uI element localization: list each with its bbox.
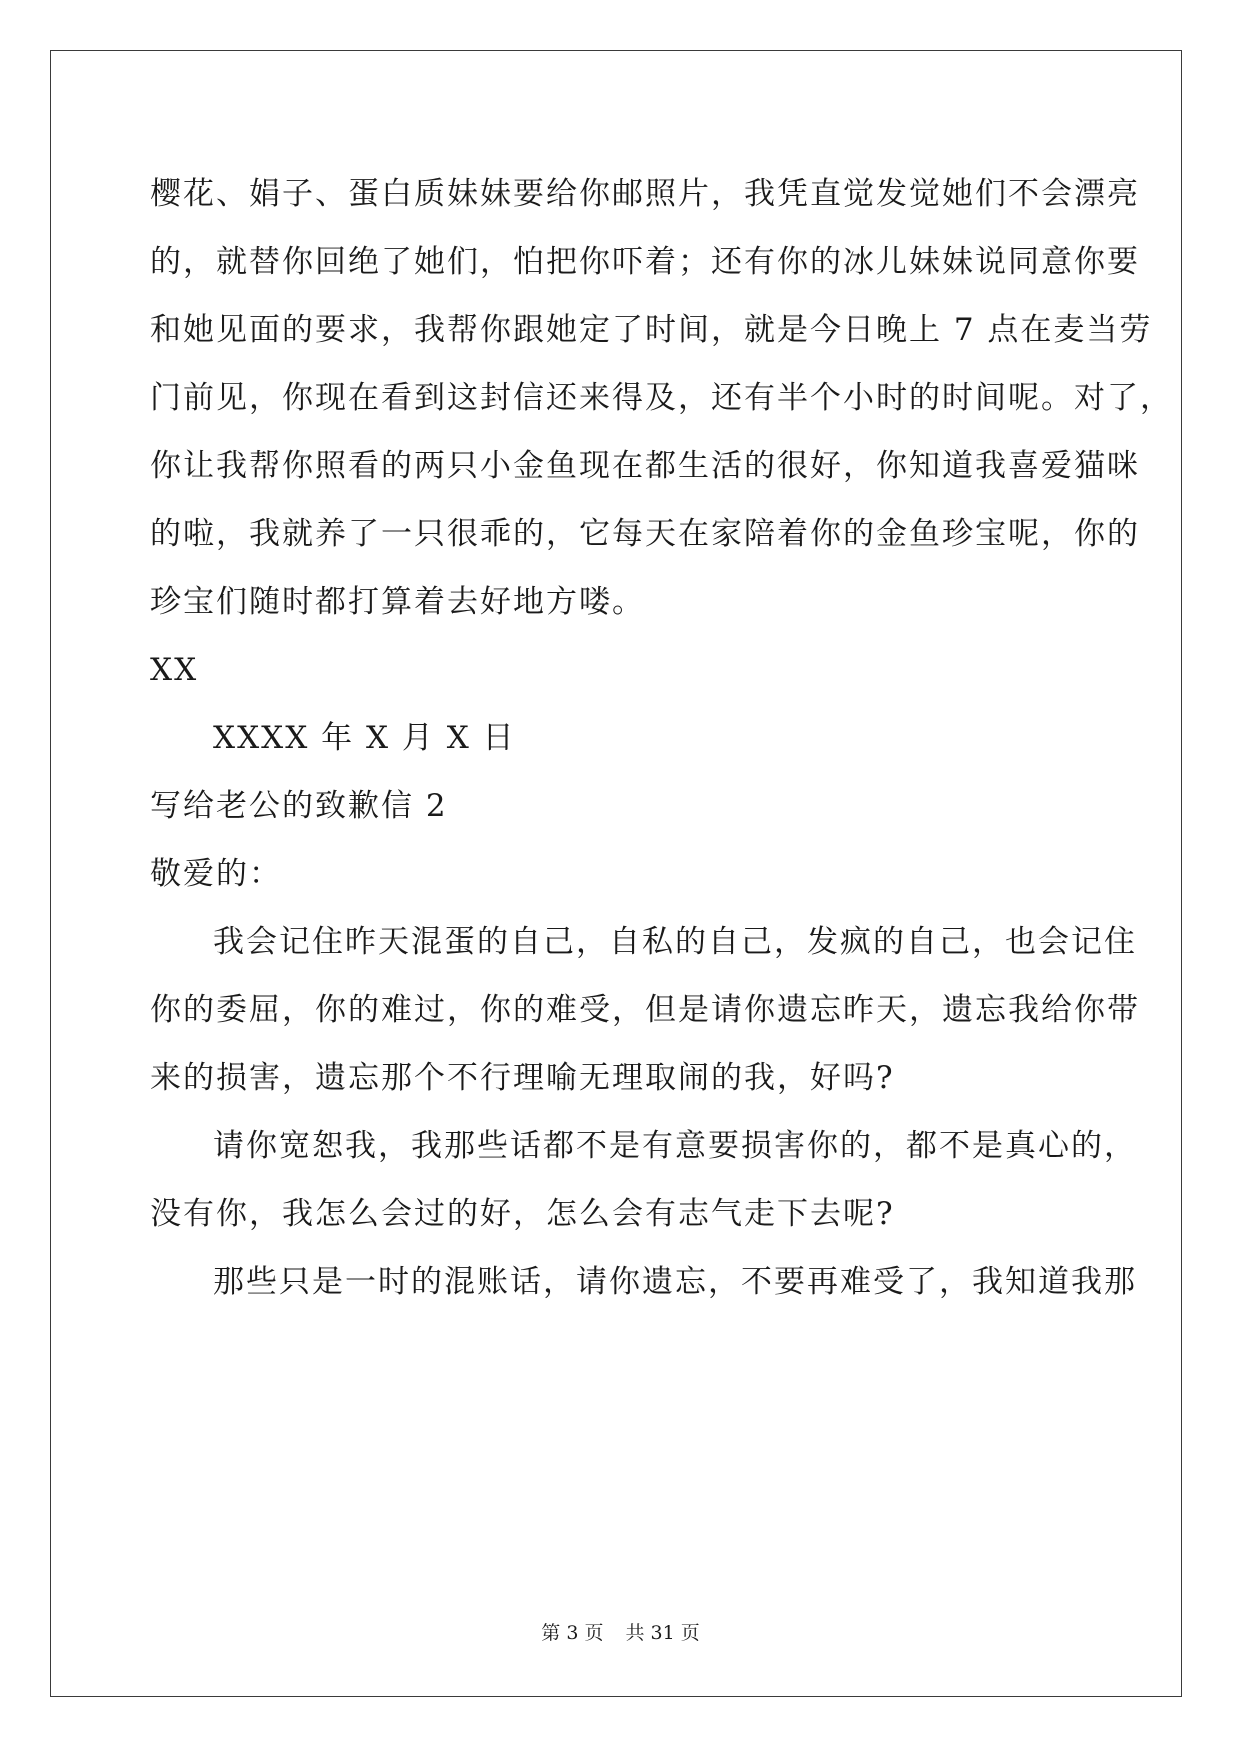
body-line: 没有你，我怎么会过的好，怎么会有志气走下去呢? <box>150 1196 895 1232</box>
body-line: 樱花、娟子、蛋白质妹妹要给你邮照片，我凭直觉发觉她们不会漂亮 <box>150 176 1140 212</box>
body-line: 你的委屈，你的难过，你的难受，但是请你遗忘昨天，遗忘我给你带 <box>150 992 1140 1028</box>
page-number: 第 3 页 <box>541 1622 604 1644</box>
body-line: 珍宝们随时都打算着去好地方喽。 <box>150 584 645 620</box>
body-line: 请你宽恕我，我那些话都不是有意要损害你的，都不是真心的， <box>213 1128 1137 1164</box>
signature: XX <box>150 652 199 688</box>
page-total: 共 31 页 <box>625 1622 700 1644</box>
body-line: 的啦，我就养了一只很乖的，它每天在家陪着你的金鱼珍宝呢，你的 <box>150 516 1140 552</box>
body-line: 你让我帮你照看的两只小金鱼现在都生活的很好，你知道我喜爱猫咪 <box>150 448 1140 484</box>
body-line: 的，就替你回绝了她们，怕把你吓着；还有你的冰儿妹妹说同意你要 <box>150 244 1140 280</box>
body-line: 门前见，你现在看到这封信还来得及，还有半个小时的时间呢。对了， <box>150 380 1173 416</box>
body-line: 来的损害，遗忘那个不行理喻无理取闹的我，好吗? <box>150 1060 895 1096</box>
salutation: 敬爱的： <box>150 856 282 892</box>
page-footer <box>0 1618 1241 1645</box>
date-line: XXXX 年 X 月 X 日 <box>213 720 516 756</box>
body-line: 和她见面的要求，我帮你跟她定了时间，就是今日晚上 7 点在麦当劳 <box>150 312 1153 348</box>
body-line: 我会记住昨天混蛋的自己，自私的自己，发疯的自己，也会记住 <box>213 924 1137 960</box>
body-line: 那些只是一时的混账话，请你遗忘，不要再难受了，我知道我那 <box>213 1264 1137 1300</box>
section-title: 写给老公的致歉信 2 <box>150 788 448 824</box>
document-body <box>150 160 1173 1316</box>
